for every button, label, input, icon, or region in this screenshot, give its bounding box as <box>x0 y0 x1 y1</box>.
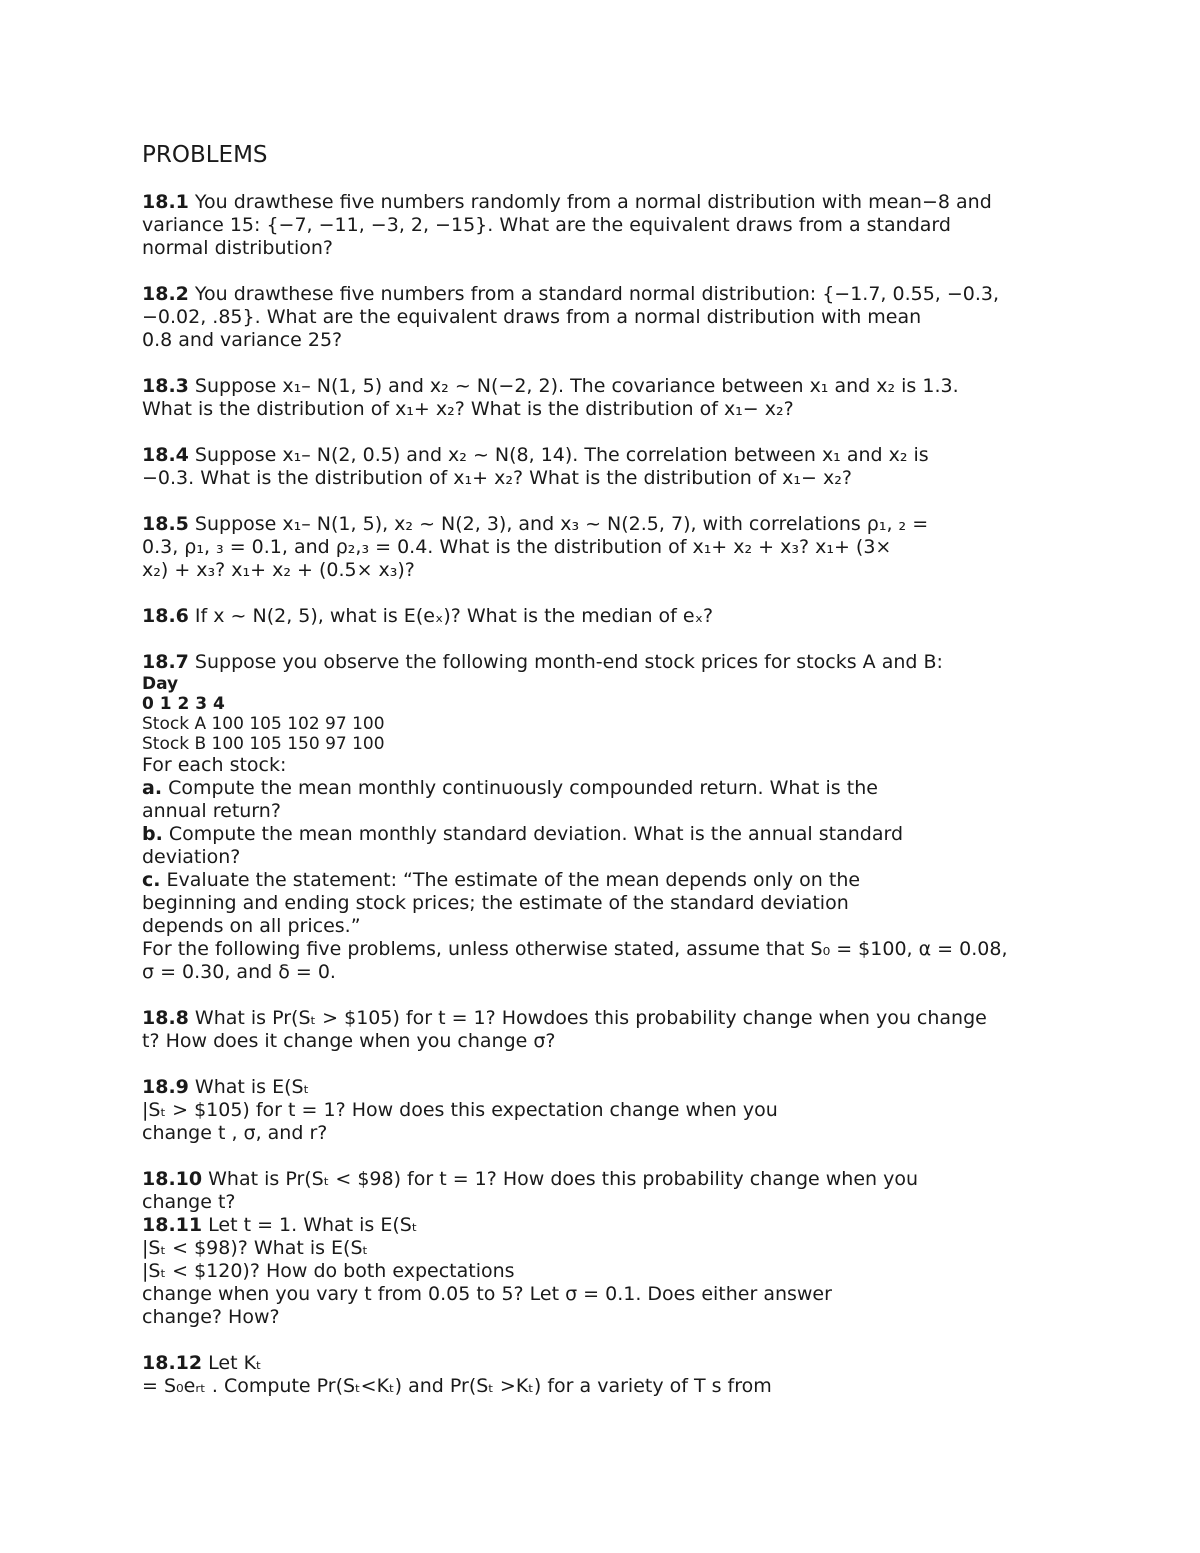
problem-text: 0.3, ρ₁, ₃ = 0.1, and ρ₂,₃ = 0.4. What is the distribution of x₁+ x₂ + x₃? x₁+ (3× <box>142 536 892 558</box>
problem-18-4 <box>142 444 1062 490</box>
problem-text: −0.3. What is the distribution of x₁+ x₂? What is the distribution of x₁− x₂? <box>142 467 852 489</box>
problem-text: variance 15: {−7, −11, −3, 2, −15}. What are the equivalent draws from a standard <box>142 214 951 236</box>
problem-number: 18.11 <box>142 1214 203 1236</box>
problem-text: x₂) + x₃? x₁+ x₂ + (0.5× x₃)? <box>142 559 415 581</box>
problem-number: 18.6 <box>142 605 189 627</box>
problem-text: change t? <box>142 1191 236 1213</box>
problem-text: What is the distribution of x₁+ x₂? What is the distribution of x₁− x₂? <box>142 398 794 420</box>
part-label: a. <box>142 777 163 799</box>
problem-18-12 <box>142 1352 1062 1398</box>
problem-text: If x ~ N(2, 5), what is E(eₓ)? What is the median of eₓ? <box>188 605 714 627</box>
part-label: c. <box>142 869 161 891</box>
problem-text: t? How does it change when you change σ? <box>142 1030 556 1052</box>
problem-text: You drawthese five numbers from a standard normal distribution: {−1.7, 0.55, −0.3, <box>188 283 1000 305</box>
problem-18-5 <box>142 513 1062 582</box>
problem-18-6 <box>142 605 1062 628</box>
problem-text: |Sₜ < $120)? How do both expectations <box>142 1260 515 1282</box>
problem-text: depends on all prices.” <box>142 915 361 937</box>
table-header-day: Day <box>142 674 179 694</box>
problem-18-10 <box>142 1168 1062 1214</box>
problem-text: Suppose x₁– N(1, 5) and x₂ ~ N(−2, 2). The covariance between x₁ and x₂ is 1.3. <box>188 375 959 397</box>
problem-18-7 <box>142 651 1062 984</box>
section-heading: PROBLEMS <box>142 142 268 168</box>
problem-18-11 <box>142 1214 1062 1329</box>
problem-text: What is E(Sₜ <box>188 1076 310 1098</box>
problem-text: Let t = 1. What is E(Sₜ <box>202 1214 418 1236</box>
assumptions-text: σ = 0.30, and δ = 0. <box>142 961 336 983</box>
table-row-stock-a: Stock A 100 105 102 97 100 <box>142 714 385 734</box>
problem-18-9 <box>142 1076 1062 1145</box>
problem-text: |Sₜ < $98)? What is E(Sₜ <box>142 1237 369 1259</box>
assumptions-text: For the following five problems, unless otherwise stated, assume that S₀ = $100, α = 0.08, <box>142 938 1008 960</box>
problem-number: 18.5 <box>142 513 189 535</box>
problem-text: Suppose x₁– N(1, 5), x₂ ~ N(2, 3), and x₃ ~ N(2.5, 7), with correlations ρ₁, ₂ = <box>188 513 929 535</box>
problem-18-8 <box>142 1007 1062 1053</box>
problem-number: 18.9 <box>142 1076 189 1098</box>
table-row-stock-b: Stock B 100 105 150 97 100 <box>142 734 385 754</box>
problem-text: = S₀eᵣₜ . Compute Pr(Sₜ<Kₜ) and Pr(Sₜ >Kₜ) for a variety of T s from <box>142 1375 772 1397</box>
problem-number: 18.12 <box>142 1352 203 1374</box>
problem-text: Compute the mean monthly continuously compounded return. What is the <box>162 777 878 799</box>
problem-text: change? How? <box>142 1306 280 1328</box>
problem-text: Suppose you observe the following month-end stock prices for stocks A and B: <box>188 651 943 673</box>
problem-text: |Sₜ > $105) for t = 1? How does this expectation change when you <box>142 1099 778 1121</box>
problem-text: What is Pr(Sₜ > $105) for t = 1? Howdoes this probability change when you change <box>188 1007 987 1029</box>
problem-text: Evaluate the statement: “The estimate of the mean depends only on the <box>160 869 861 891</box>
problem-text: Let Kₜ <box>202 1352 262 1374</box>
problem-number: 18.8 <box>142 1007 189 1029</box>
problem-number: 18.3 <box>142 375 189 397</box>
problem-number: 18.4 <box>142 444 189 466</box>
table-header-days: 0 1 2 3 4 <box>142 694 225 714</box>
problem-text: −0.02, .85}. What are the equivalent draws from a normal distribution with mean <box>142 306 922 328</box>
problem-18-1 <box>142 191 1062 260</box>
problem-number: 18.7 <box>142 651 189 673</box>
problem-text: Compute the mean monthly standard deviation. What is the annual standard <box>162 823 904 845</box>
problem-text: You drawthese five numbers randomly from a normal distribution with mean−8 and <box>188 191 992 213</box>
problem-18-3 <box>142 375 1062 421</box>
problem-text: beginning and ending stock prices; the estimate of the standard deviation <box>142 892 849 914</box>
problem-number: 18.2 <box>142 283 189 305</box>
problem-number: 18.1 <box>142 191 189 213</box>
problem-text: What is Pr(Sₜ < $98) for t = 1? How does this probability change when you <box>202 1168 919 1190</box>
problems-section <box>142 140 1062 1421</box>
problem-text: change when you vary t from 0.05 to 5? Let σ = 0.1. Does either answer <box>142 1283 832 1305</box>
problem-text: Suppose x₁– N(2, 0.5) and x₂ ~ N(8, 14). The correlation between x₁ and x₂ is <box>188 444 929 466</box>
problem-text: change t , σ, and r? <box>142 1122 328 1144</box>
problem-text: For each stock: <box>142 754 287 776</box>
problem-text: deviation? <box>142 846 241 868</box>
problem-text: 0.8 and variance 25? <box>142 329 343 351</box>
problem-18-2 <box>142 283 1062 352</box>
problem-text: annual return? <box>142 800 281 822</box>
problem-text: normal distribution? <box>142 237 333 259</box>
part-label: b. <box>142 823 163 845</box>
problem-number: 18.10 <box>142 1168 203 1190</box>
